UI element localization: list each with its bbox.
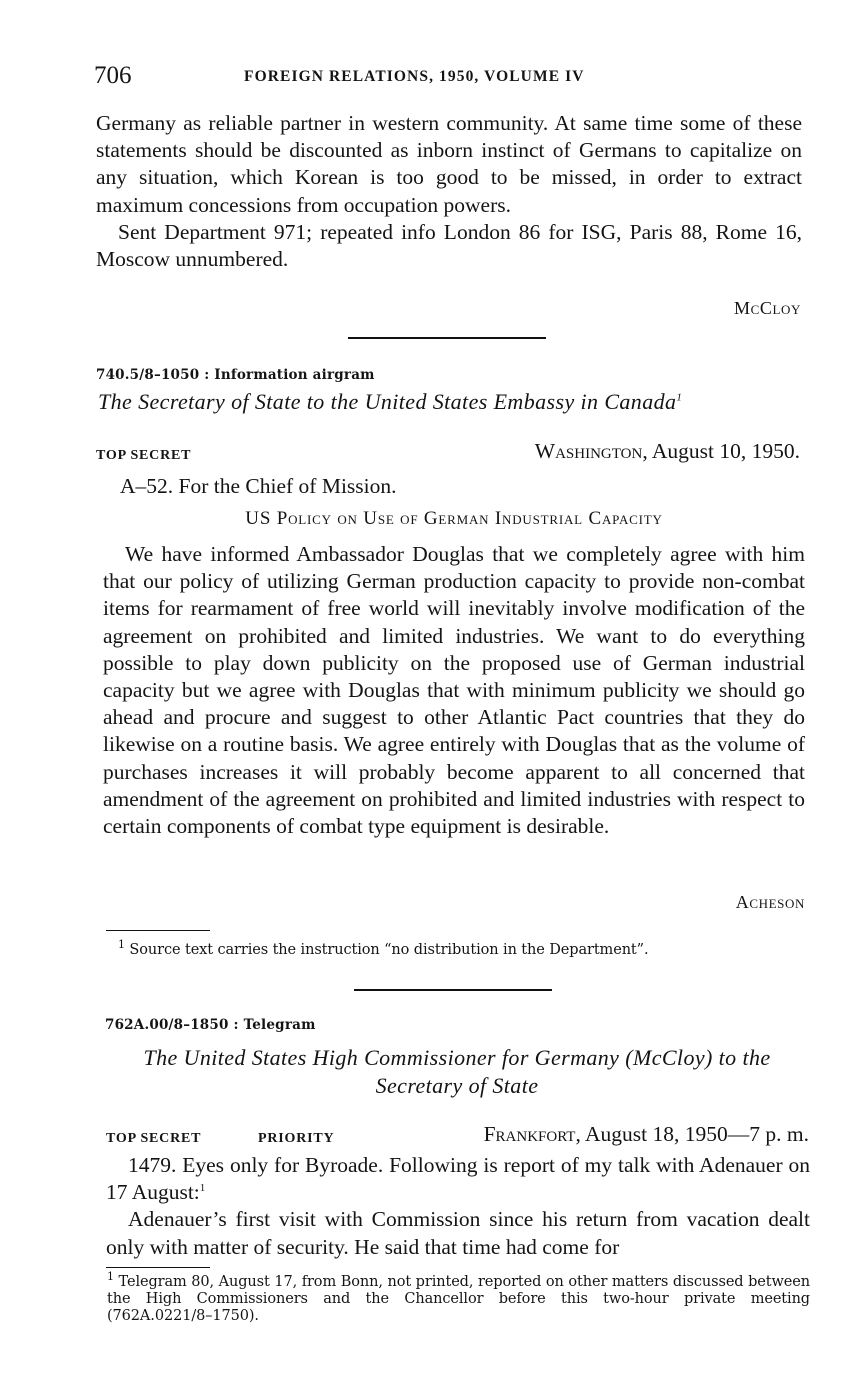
tail-distribution-paragraph: Sent Department 971; repeated info London 86 for ISG, Paris 88, Rome 16, Moscow unnumbered.	[96, 219, 802, 272]
body-paragraph-text: 1479. Eyes only for Byroade. Following is report of my talk with Adenauer on 17 August:	[106, 1153, 810, 1205]
footnote-text: Telegram 80, August 17, from Bonn, not printed, reported on other matters discussed between the High Commissioners and the Chancellor before this two-hour private meeting (762A.0221/8–1750).	[107, 1274, 810, 1325]
page-header	[94, 62, 806, 96]
document-title	[105, 1044, 809, 1100]
footnote	[107, 1270, 810, 1326]
classification-label: TOP SECRET	[96, 448, 192, 463]
previous-document-tail	[96, 110, 802, 273]
opening-line: A–52. For the Chief of Mission.	[120, 474, 397, 498]
section-divider	[354, 989, 552, 991]
file-reference: 762A.00/8–1850 : Telegram	[105, 1017, 316, 1033]
dateline-date: , August 18, 1950—7 p. m.	[575, 1122, 809, 1146]
place-date-line	[484, 1122, 809, 1147]
body-paragraph: We have informed Ambassador Douglas that we completely agree with him that our policy of utilizing German production capacity to provide non-combat items for rearmament of free world will inevitably involve modification of the agreement on prohibited and limited industries. We want to do everything possible to play down publicity on the proposed use of German industrial capacity but we agree with Douglas that with minimum publicity we should go ahead and procure and suggest to other Atlantic Pact countries that they do likewise on a routine basis. We agree entirely with Douglas that as the volume of purchases increases it will probably become apparent to all concerned that amendment of the agreement on prohibited and limited industries with respect to certain components of combat type equipment is desirable.	[103, 542, 805, 839]
dateline-date: , August 10, 1950.	[642, 439, 800, 463]
page-number: 706	[94, 62, 132, 89]
subject-heading: US Policy on Use of German Industrial Capacity	[245, 508, 663, 529]
document-title-line-2: Secretary of State	[375, 1073, 539, 1098]
footnote-marker: 1	[676, 391, 683, 404]
place-date-line	[535, 439, 800, 464]
priority-label: PRIORITY	[258, 1131, 335, 1146]
document-title-text: The Secretary of State to the United States Embassy in Canada	[98, 389, 677, 414]
footnote-marker: 1	[199, 1182, 206, 1195]
tail-paragraph: Germany as reliable partner in western community. At same time some of these statements should be discounted as inborn instinct of Germans to capitalize on any situation, which Korean is too good to be missed, in order to extract maximum concessions from occupation powers.	[96, 111, 802, 217]
body-paragraph	[106, 1152, 810, 1206]
dateline-place: Washington	[534, 439, 643, 463]
signature-mccloy: McCloy	[734, 298, 801, 318]
document-title-line-1: The United States High Commissioner for Germany (McCloy) to the	[143, 1045, 771, 1070]
message-body	[106, 1152, 810, 1261]
section-divider	[348, 337, 546, 339]
running-head: FOREIGN RELATIONS, 1950, VOLUME IV	[244, 68, 585, 85]
document-title	[98, 389, 682, 415]
body-paragraph: Adenauer’s first visit with Commission since his return from vacation dealt only with matter of security. He said that time had come for	[106, 1207, 810, 1259]
footnote-rule	[106, 1267, 210, 1268]
footnote-number: 1	[118, 938, 125, 952]
footnote-rule	[106, 930, 210, 931]
dateline-place: Frankfort	[483, 1122, 576, 1146]
classification-label: TOP SECRET	[106, 1131, 202, 1146]
footnote-number: 1	[107, 1270, 114, 1284]
file-reference: 740.5/8–1050 : Information airgram	[96, 367, 375, 383]
signature-acheson: Acheson	[735, 892, 805, 912]
footnote	[118, 938, 808, 959]
message-body	[103, 541, 805, 840]
footnote-text: Source text carries the instruction “no distribution in the Department”.	[129, 942, 649, 958]
